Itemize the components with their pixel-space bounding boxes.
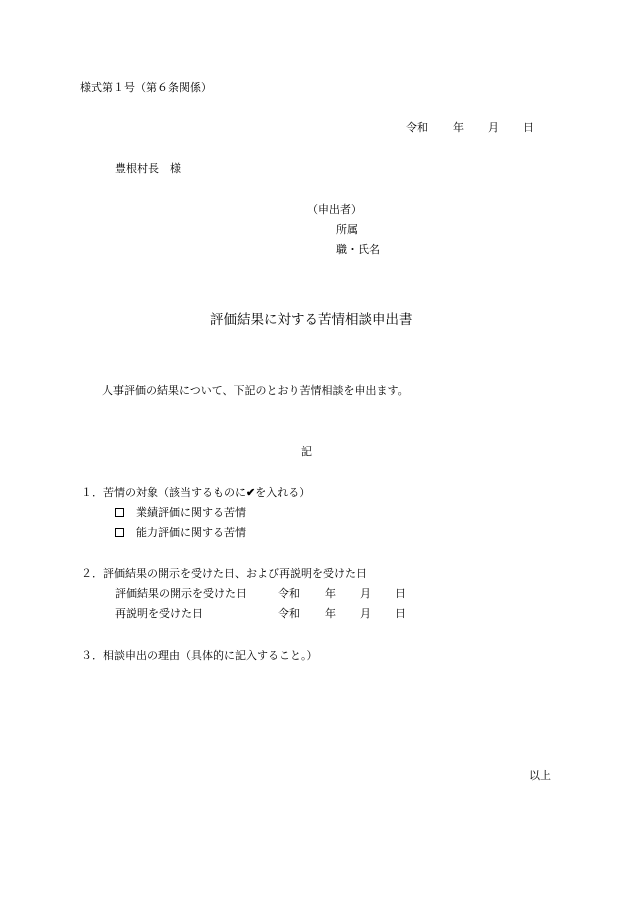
option-performance-evaluation <box>115 507 246 518</box>
section3-heading: ３．相談申出の理由（具体的に記入すること。） <box>81 649 318 662</box>
date-row-month-unit: 月 <box>360 587 371 600</box>
date-row-era: 令和 <box>278 587 300 600</box>
option-label: 能力評価に関する苦情 <box>136 526 246 539</box>
date-row-label: 再説明を受けた日 <box>115 607 203 620</box>
date-row-label: 評価結果の開示を受けた日 <box>115 587 247 600</box>
checkbox-performance-evaluation[interactable] <box>115 508 124 517</box>
position-name-label: 職・氏名 <box>336 243 380 256</box>
date-year-unit: 年 <box>453 121 464 134</box>
date-day-unit: 日 <box>523 121 534 134</box>
date-row-day-unit: 日 <box>395 587 406 600</box>
date-row-month-unit: 月 <box>360 607 371 620</box>
date-row-year-unit: 年 <box>325 587 336 600</box>
section2-heading: ２．評価結果の開示を受けた日、および再説明を受けた日 <box>81 567 367 580</box>
date-row-era: 令和 <box>278 607 300 620</box>
applicant-label: （申出者） <box>307 203 362 216</box>
section1-heading-text-after: を入れる） <box>255 486 311 499</box>
checkbox-ability-evaluation[interactable] <box>115 528 124 537</box>
date-row-day-unit: 日 <box>395 607 406 620</box>
option-ability-evaluation <box>115 527 246 538</box>
intro-text: 人事評価の結果について、下記のとおり苦情相談を申出ます。 <box>102 384 409 397</box>
ki-label: 記 <box>301 445 312 458</box>
option-label: 業績評価に関する苦情 <box>136 506 246 519</box>
date-row-year-unit: 年 <box>325 607 336 620</box>
form-number: 様式第１号（第６条関係） <box>80 81 212 94</box>
check-mark-icon: ✔ <box>246 486 256 499</box>
affiliation-label: 所属 <box>336 223 358 236</box>
section1-heading-text-before: １．苦情の対象（該当するものに <box>81 486 246 499</box>
date-month-unit: 月 <box>488 121 499 134</box>
document-title: 評価結果に対する苦情相談申出書 <box>210 312 413 328</box>
addressee: 豊根村長 様 <box>115 162 181 175</box>
closing-text: 以上 <box>529 769 551 782</box>
section1-heading <box>81 487 310 498</box>
date-era: 令和 <box>406 121 428 134</box>
